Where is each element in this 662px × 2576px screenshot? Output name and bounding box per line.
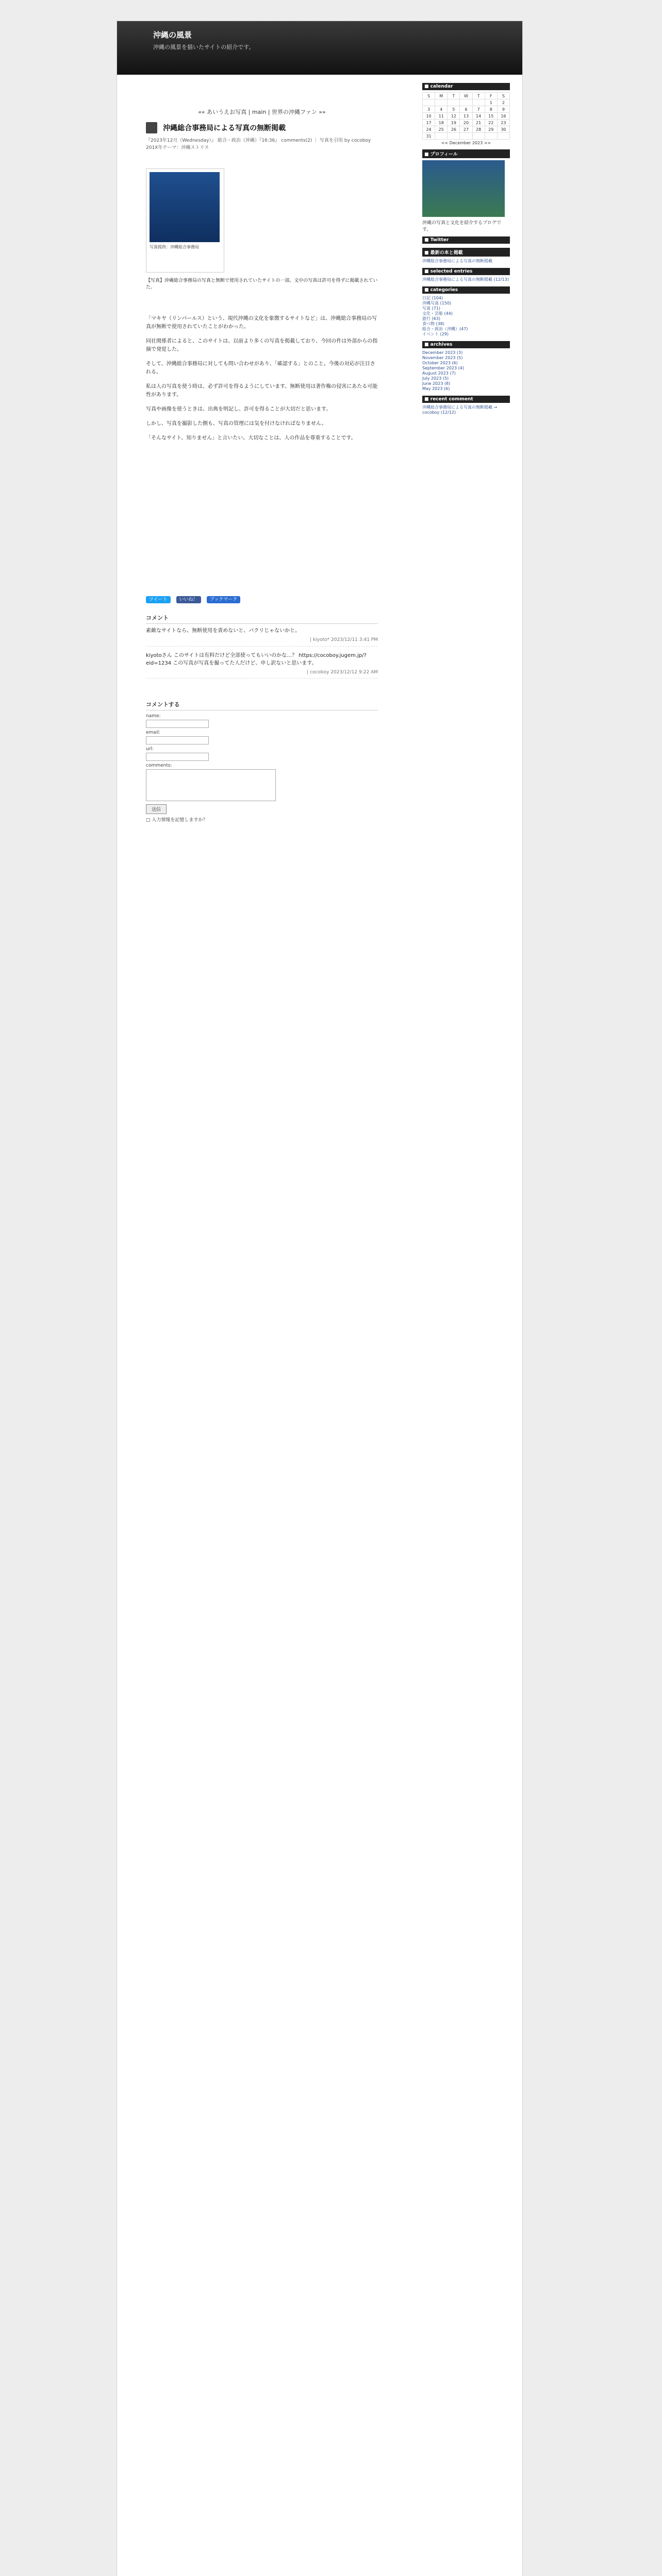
calendar-day [435, 133, 448, 140]
calendar-day-header: W [460, 93, 472, 99]
post-navigation[interactable]: «« あいうえお写真 | main | 世界の沖縄ファン »» [198, 109, 326, 115]
post-paragraph: そして、沖縄総合事務局に対しても問い合わせがあり、「確認する」とのこと。今後の対応が注目される。 [146, 361, 375, 375]
categories-block [422, 286, 510, 337]
post-paragraph: 「そんなサイト、知りません」と言いたい。大切なことは、人の作品を尊重することです。 [146, 435, 356, 441]
profile-heading: ■ プロフィール [422, 149, 510, 158]
comment-text: 素敵なサイトなら、無断使用を責めないと、パクリじゃないかと。 [146, 628, 301, 634]
comment-form-heading: コメントする [146, 700, 378, 710]
calendar-day [472, 99, 485, 106]
archive-item[interactable]: September 2023 (4) [422, 366, 464, 370]
recent-comment-heading: ■ recent comment [422, 396, 510, 403]
email-label: email: [146, 730, 160, 735]
email-input[interactable] [146, 736, 209, 744]
url-input[interactable] [146, 753, 209, 761]
comment-form [146, 700, 378, 823]
calendar-day: 29 [485, 126, 497, 133]
calendar-day: 15 [485, 113, 497, 120]
calendar-day-header: T [472, 93, 485, 99]
comment-textarea[interactable] [146, 769, 276, 801]
calendar-day [472, 133, 485, 140]
calendar-day: 3 [423, 106, 435, 113]
calendar-day: 20 [460, 120, 472, 126]
post-body [146, 315, 378, 449]
name-input[interactable] [146, 720, 209, 728]
calendar-day: 14 [472, 113, 485, 120]
calendar-day: 12 [448, 113, 460, 120]
archive-item[interactable]: June 2023 (8) [422, 381, 451, 386]
comments-section [146, 614, 378, 684]
calendar-block [422, 83, 510, 145]
twitter-block [422, 236, 510, 244]
thumbnail-photo [150, 172, 220, 242]
archive-item[interactable]: May 2023 (6) [422, 386, 450, 391]
profile-block [422, 149, 510, 232]
recent-heading: ■ 最新の本と掲載 [422, 248, 510, 257]
thumbnail-caption: 写真提供：沖縄総合事務局 [150, 245, 199, 249]
calendar-day: 23 [497, 120, 509, 126]
calendar-day-header: S [423, 93, 435, 99]
post-paragraph: 写真や画像を使うときは、出典を明記し、許可を得ることが大切だと思います。 [146, 406, 332, 412]
submit-button[interactable]: 送信 [146, 804, 167, 814]
calendar-heading: ■ calendar [422, 83, 510, 90]
comments-label: comments: [146, 763, 172, 768]
calendar-day: 25 [435, 126, 448, 133]
category-item[interactable]: 旅行 (63) [422, 316, 440, 321]
category-item[interactable]: イベント (29) [422, 332, 449, 336]
calendar-day: 28 [472, 126, 485, 133]
calendar-day: 24 [423, 126, 435, 133]
calendar-day: 27 [460, 126, 472, 133]
calendar-day [485, 133, 497, 140]
post-meta [146, 138, 378, 151]
remember-checkbox[interactable]: □ 入力情報を記憶しますか？ [146, 818, 208, 823]
calendar-day [460, 133, 472, 140]
calendar-day: 17 [423, 120, 435, 126]
profile-photo [422, 160, 505, 217]
calendar-day: 18 [435, 120, 448, 126]
post-title-row [146, 122, 378, 133]
calendar-day: 16 [497, 113, 509, 120]
recent-comment-item[interactable]: 沖縄総合事務局による写真の無断掲載 → cocoboy (12/12) [422, 405, 498, 415]
category-item[interactable]: 写真 (71) [422, 306, 440, 311]
calendar-day: 22 [485, 120, 497, 126]
twitter-heading: ■ Twitter [422, 236, 510, 244]
calendar-day: 9 [497, 106, 509, 113]
site-description: 沖縄の風景を描いたサイトの紹介です。 [153, 44, 255, 50]
calendar-day-header: M [435, 93, 448, 99]
archive-item[interactable]: December 2023 (3) [422, 350, 463, 355]
post-paragraph: 同社関係者によると、このサイトは、以前より多くの写真を掲載しており、今回の件は外部からの指摘で発覚した。 [146, 338, 378, 352]
category-item[interactable]: 総合・政治（沖縄）(47) [422, 327, 468, 331]
selected-entries-block [422, 268, 510, 282]
archive-item[interactable]: November 2023 (5) [422, 355, 463, 360]
share-row [146, 593, 378, 603]
calendar-day [435, 99, 448, 106]
calendar-day: 19 [448, 120, 460, 126]
bookmark-button[interactable]: ブックマーク [207, 596, 240, 603]
calendar-nav[interactable]: << December 2023 >> [441, 141, 491, 145]
calendar-day: 8 [485, 106, 497, 113]
page-wrap [117, 21, 523, 2576]
comment [146, 652, 378, 679]
archive-item[interactable]: August 2023 (7) [422, 371, 456, 376]
calendar-day: 31 [423, 133, 435, 140]
category-item[interactable]: 日記 (104) [422, 296, 443, 300]
category-item[interactable]: 文化・芸能 (44) [422, 311, 453, 316]
tweet-button[interactable]: ツイート [146, 596, 171, 603]
calendar-day: 21 [472, 120, 485, 126]
calendar-day [460, 99, 472, 106]
calendar-day: 4 [435, 106, 448, 113]
name-label: name: [146, 714, 161, 719]
sidebar [422, 83, 510, 419]
calendar-day [497, 133, 509, 140]
comment-text: kiyotoさん このサイトは有料だけど全部使ってもいいのかな…？ https://cocoboy.jugem.jp/?eid=1234 この写真が写真を撮ってた人だけど、申し訳ないと思います。 [146, 652, 367, 666]
calendar-day [448, 99, 460, 106]
archives-heading: ■ archives [422, 341, 510, 348]
calendar-day: 7 [472, 106, 485, 113]
calendar-day [423, 99, 435, 106]
calendar-day: 13 [460, 113, 472, 120]
category-item[interactable]: 沖縄写真 (150) [422, 301, 452, 306]
post-title[interactable]: 沖縄総合事務局による写真の無断掲載 [163, 124, 286, 132]
categories-heading: ■ categories [422, 286, 510, 294]
profile-text: 沖縄の写真と文化を紹介するブログです。 [422, 221, 502, 232]
post-tags[interactable]: 201X年テーマ：沖縄ストリス [146, 145, 209, 150]
calendar-day: 6 [460, 106, 472, 113]
calendar-day: 1 [485, 99, 497, 106]
calendar-day: 11 [435, 113, 448, 120]
category-item[interactable]: 食べ物 (38) [422, 321, 444, 326]
like-button[interactable]: いいね！ [176, 596, 201, 603]
calendar-day: 10 [423, 113, 435, 120]
archives-block [422, 341, 510, 392]
post-caption: 【写真】沖縄総合事務局の写真と無断で使用されていたサイトの一部。文中の写真は許可を得ずに掲載されていた。 [146, 278, 378, 291]
post-thumbnail [146, 168, 224, 273]
archive-item[interactable]: July 2023 (5) [422, 376, 449, 381]
calendar-day [448, 133, 460, 140]
calendar-day: 30 [497, 126, 509, 133]
calendar-day-header: F [485, 93, 497, 99]
site-header [117, 21, 522, 75]
calendar-day-header: T [448, 93, 460, 99]
calendar-table [422, 92, 510, 140]
post-paragraph: しかし、写真を撮影した側も、写真の管理には気を付けなければなりません。 [146, 421, 327, 427]
url-label: url: [146, 747, 154, 752]
calendar-day: 5 [448, 106, 460, 113]
selected-entries-heading: ■ selected entries [422, 268, 510, 275]
post-icon [146, 122, 157, 133]
post-meta-line: 『2023年12月（Wednesday）』 総合・政治（沖縄）『16:36』 comments(2) ｜ 写真を引用 by cocoboy [146, 138, 371, 143]
comment-meta: | kiyoto* 2023/12/11 3:41 PM [146, 637, 378, 647]
comment [146, 627, 378, 647]
site-title[interactable]: 沖縄の風景 [153, 30, 192, 40]
archive-item[interactable]: October 2023 (6) [422, 361, 458, 365]
calendar-day: 26 [448, 126, 460, 133]
post-paragraph: 私は人の写真を使う時は、必ず許可を得るようにしています。無断使用は著作権の侵害にあたる可能性があります。 [146, 384, 378, 398]
recent-comment-block [422, 396, 510, 415]
recent-item[interactable]: 沖縄総合事務局による写真の無断掲載 [422, 259, 492, 263]
comments-heading: コメント [146, 614, 378, 624]
post-paragraph: 「マキヤ（リンパールス）という、現代沖縄の文化を象徴するサイトなど」は、沖縄総合事務局の写真が無断で使用されていたことがわかった。 [146, 316, 377, 330]
calendar-day-header: S [497, 93, 509, 99]
recent-block [422, 248, 510, 264]
comment-meta: | cocoboy 2023/12/12 9:22 AM [146, 669, 378, 679]
calendar-day: 2 [497, 99, 509, 106]
selected-entry[interactable]: 沖縄総合事務局による写真の無断掲載 (12/13) [422, 277, 509, 282]
